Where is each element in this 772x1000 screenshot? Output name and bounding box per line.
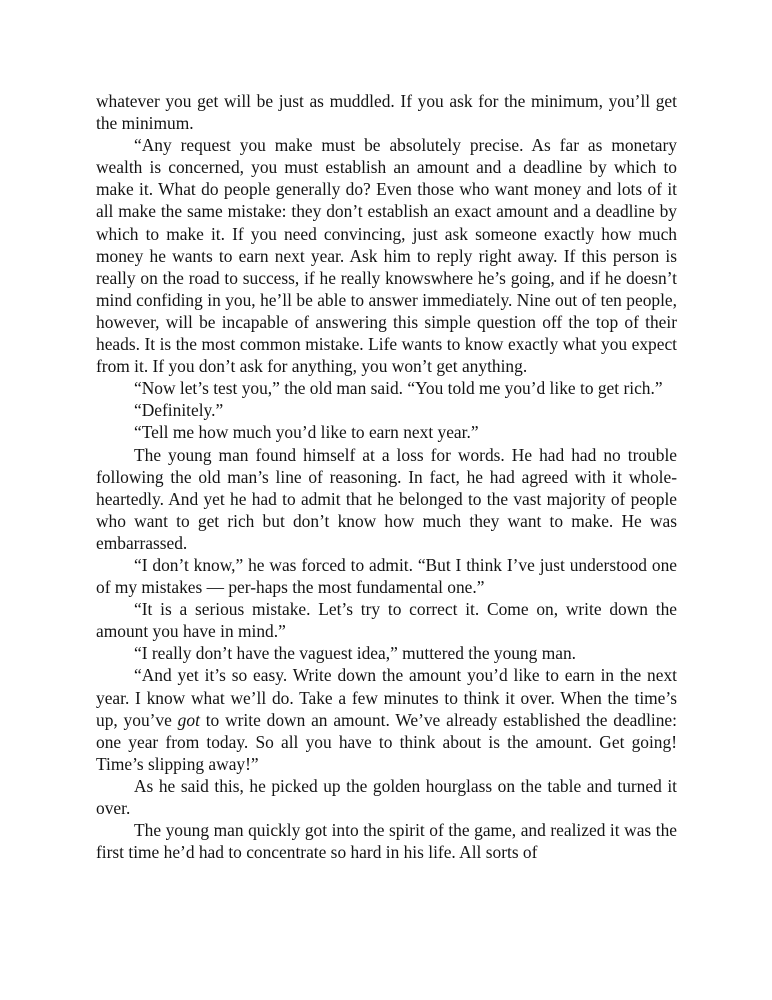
- paragraph-dont-know: “I don’t know,” he was forced to admit. “But I think I’ve just understood one of my mistakes — per-haps the most fundamental one.”: [96, 554, 677, 598]
- so-easy-after: to write down an amount. We’ve already established the deadline: one year from today. So all you have to think about is the amount. Get going! Time’s slipping away!”: [96, 709, 677, 774]
- book-page: [96, 90, 677, 863]
- paragraph-definitely: “Definitely.”: [134, 400, 224, 421]
- paragraph-loss-for-words: The young man found himself at a loss for words. He had had no trouble following the old man’s line of reasoning. In fact, he had agreed with it whole-heartedly. And yet he had to admit that he belonged to the vast majority of people who want to get rich but don’t know how much they want to make. He was embarrassed.: [96, 444, 677, 553]
- paragraph-spirit-of-game: The young man quickly got into the spirit of the game, and realized it was the first time he’d had to concentrate so hard in his life. All sorts of: [96, 820, 677, 863]
- paragraph-how-much: “Tell me how much you’d like to earn next year.”: [134, 422, 479, 443]
- paragraph-test-you: “Now let’s test you,” the old man said. “You told me you’d like to get rich.”: [134, 378, 663, 399]
- paragraph-precise-request: “Any request you make must be absolutely precise. As far as monetary wealth is concerned, you must establish an amount and a deadline by which to make it. What do people generally do? Even those who want money and lots of it all make the same mistake: they don’t establish an exact amount and a deadline by which to make it. If you need convincing, just ask someone exactly how much money he wants to earn next year. Ask him to reply right away. If this person is really on the road to success, if he really knowswhere he’s going, and if he doesn’t mind confiding in you, he’ll be able to answer immediately. Nine out of ten people, however, will be incapable of answering this simple question off the top of their heads. It is the most common mistake. Life wants to know exactly what you expect from it. If you don’t ask for anything, you won’t get anything.: [96, 135, 677, 377]
- paragraph-hourglass: As he said this, he picked up the golden hourglass on the table and turned it over.: [96, 775, 677, 818]
- paragraph-continuation: whatever you get will be just as muddled. If you ask for the minimum, you’ll get the minimum.: [96, 91, 677, 134]
- paragraph-vaguest-idea: “I really don’t have the vaguest idea,” muttered the young man.: [134, 643, 577, 664]
- so-easy-before: “And yet it’s so easy. Write down the amount you’d like to earn in the next year. I know what we’ll do. Take a few minutes to think it over. When the time’s up, you’ve: [96, 665, 677, 730]
- paragraph-so-easy: [96, 664, 677, 774]
- so-easy-italic: got: [177, 709, 200, 730]
- paragraph-serious-mistake: “It is a serious mistake. Let’s try to correct it. Come on, write down the amount you have in mind.”: [96, 599, 677, 642]
